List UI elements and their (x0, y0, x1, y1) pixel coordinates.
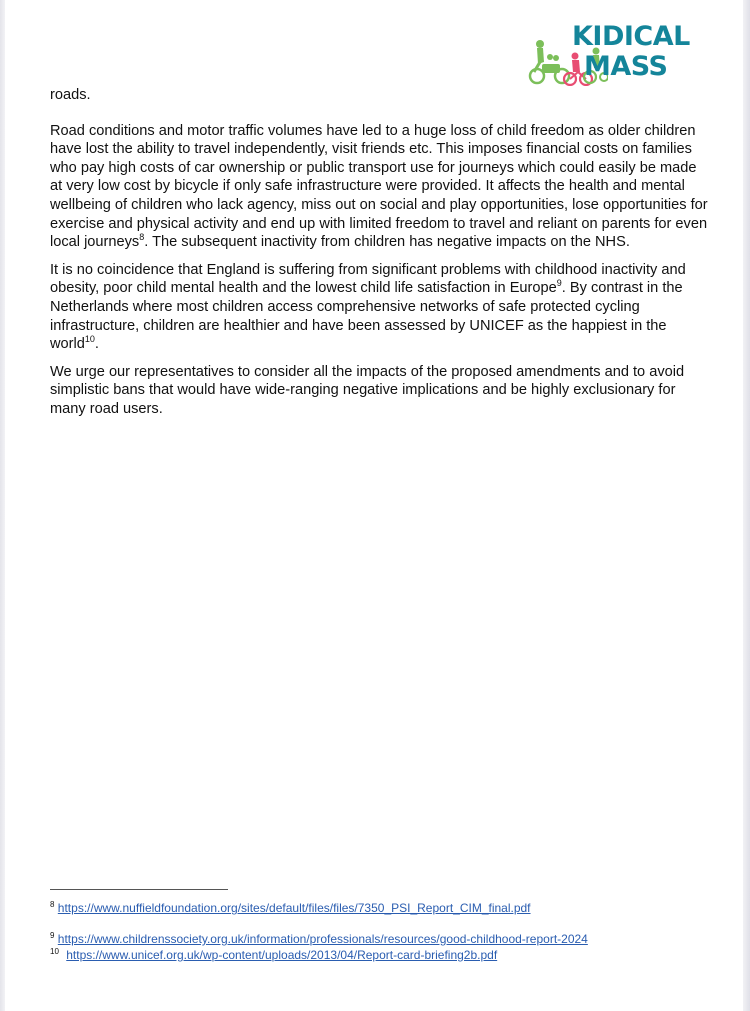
footnote-9 (50, 932, 588, 946)
kidical-mass-logo (528, 22, 703, 86)
footnote-10 (50, 948, 497, 962)
footnote-ref-9[interactable]: 9 (556, 278, 562, 289)
footnote-link-unicef[interactable]: https://www.unicef.org.uk/wp-content/uploads/2013/04/Report-card-briefing2b.pdf (66, 948, 498, 962)
paragraph-urge-representatives: We urge our representatives to consider all the impacts of the proposed amendments and to avoid simplistic bans that would have wide-ranging negative implications and be highly exclusionary for many road users. (50, 363, 685, 417)
logo-wordmark (572, 22, 690, 82)
document-body (50, 86, 710, 419)
logo-line-2: MASS (584, 51, 668, 82)
footnote-separator (50, 889, 228, 890)
footnote-number: 8 (50, 900, 55, 909)
footnote-ref-8[interactable]: 8 (139, 232, 145, 243)
footnote-8 (50, 901, 531, 915)
paragraph-england-comparison: It is no coincidence that England is suffering from significant problems with childhood inactivity and obesity, poor child mental health and the lowest child life satisfaction in Europe$^9$. By contrast in the Netherlands where most children access comprehensive networks of safe protected cycling infrastructure, children are healthier and have been assessed by UNICEF as the happiest in the world$^{10}$. (50, 261, 686, 353)
page-shadow-right (743, 0, 750, 1011)
footnote-number: 9 (50, 931, 55, 940)
footnote-number: 10 (50, 947, 59, 956)
footnote-link-childrens-society[interactable]: https://www.childrenssociety.org.uk/information/professionals/resources/good-childhood-report-2024 (57, 932, 588, 946)
paragraph-continuation: roads. (50, 87, 91, 103)
paragraph-child-freedom: Road conditions and motor traffic volumes have led to a huge loss of child freedom as older children have lost the ability to travel independently, visit friends etc. This imposes financial costs on families who pay high costs of car ownership or public transport use for journeys which could easily be made at very low cost by bicycle if only safe infrastructure were provided. It affects the health and mental wellbeing of children who lack agency, miss out on social and play opportunities, lose opportunities for exercise and physical activity and end up with limited freedom to travel and reliant on parents for even local journeys$^8$. The subsequent inactivity from children has negative impacts on the NHS. (50, 122, 708, 251)
footnote-ref-10[interactable]: 10 (84, 334, 95, 345)
page-shadow-left (0, 0, 5, 1011)
logo-line-1: KIDICAL (572, 21, 690, 52)
footnote-link-nuffield[interactable]: https://www.nuffieldfoundation.org/sites/default/files/files/7350_PSI_Report_CIM_final.pdf (57, 901, 531, 915)
